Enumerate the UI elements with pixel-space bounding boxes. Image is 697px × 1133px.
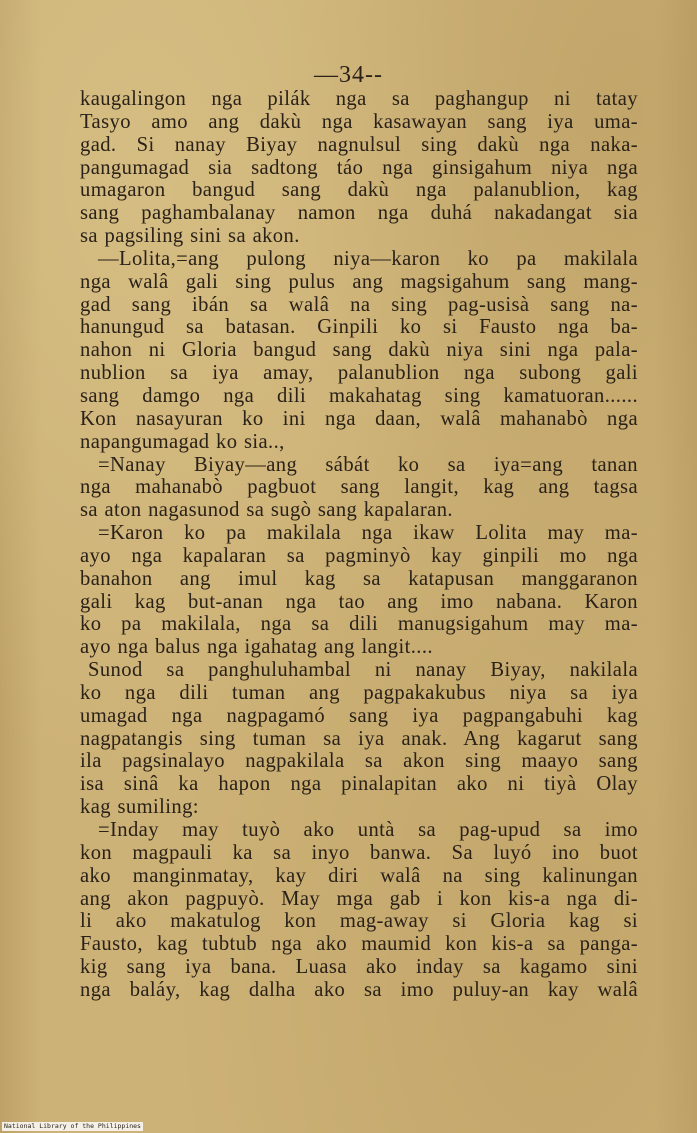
text-line: nublion sa iya amay, palanublion nga subong gali (80, 362, 638, 385)
text-line: pangumagad sia sadtong táo nga ginsigahum niya nga (80, 156, 638, 179)
text-line: gad sang ibán sa walâ na sing pag-usisà sang na- (80, 293, 638, 316)
text-line: sang damgo nga dili makahatag sing kamatuoran...... (80, 384, 638, 407)
text-line: kag sumiling: (80, 796, 199, 819)
text-line: ang akon pagpuyò. May mga gab i kon kis-a nga di- (80, 887, 638, 910)
text-line: =Inday may tuyò ako untà sa pag-upud sa imo (98, 819, 638, 841)
text-line: banahon ang imul kag sa katapusan manggaranon (80, 567, 638, 590)
text-line: Tasyo amo ang dakù nga kasawayan sang iya uma- (80, 110, 638, 133)
text-line: kig sang iya bana. Luasa ako inday sa kagamo sini (80, 956, 638, 979)
text-line: umagaron bangud sang dakù nga palanublion, kag (80, 179, 638, 202)
text-line: nga mahanabò pagbuot sang langit, kag ang tagsa (80, 476, 638, 499)
text-line: ko nga dili tuman ang pagpakakubus niya sa iya (80, 681, 638, 704)
body-text (80, 88, 638, 1002)
text-line: sa aton nagasunod sa sugò sang kapalaran. (80, 499, 453, 522)
text-line: li ako makatulog kon mag-away si Gloria kag si (80, 910, 638, 933)
text-line: gali kag but-anan nga tao ang imo nabana. Karon (80, 590, 638, 613)
text-line: nga walâ gali sing pulus ang magsigahum sang mang- (80, 270, 638, 293)
text-line: sang paghambalanay namon nga duhá nakadangat sia (80, 202, 638, 225)
text-line: ako manginmatay, kay diri walâ na sing kalinungan (80, 864, 638, 887)
page-number: —34-- (314, 62, 383, 88)
text-line: —Lolita,=ang pulong niya—karon ko pa makilala (98, 247, 638, 270)
text-line: Fausto, kag tubtub nga ako maumid kon kis-a sa panga- (80, 933, 638, 956)
text-line: ko pa makilala, nga sa dili manugsigahum may ma- (80, 613, 638, 636)
text-line: ayo nga kapalaran sa pagminyò kay ginpili mo nga (80, 544, 638, 567)
text-line: Sunod sa panghuluhambal ni nanay Biyay, nakilala (88, 659, 638, 682)
text-line: =Karon ko pa makilala nga ikaw Lolita may ma- (98, 522, 638, 545)
text-line: hanungud sa batasan. Ginpili ko si Fausto nga ba- (80, 316, 638, 339)
text-line: gad. Si nanay Biyay nagnulsul sing dakù nga naka- (80, 133, 638, 156)
text-line: napangumagad ko sia.., (80, 430, 285, 453)
text-line: kon magpauli ka sa inyo banwa. Sa luyó ino buot (80, 841, 638, 864)
text-line: nahon ni Gloria bangud sang dakù niya sini nga pala- (80, 339, 638, 362)
text-line: nagpatangis sing tuman sa iya anak. Ang kagarut sang (80, 727, 638, 750)
text-line: ila pagsinalayo nagpakilala sa akon sing maayo sang (80, 750, 638, 773)
text-line: =Nanay Biyay—ang sábát ko sa iya=ang tanan (98, 453, 638, 476)
text-line: umagad nga nagpagamó sang iya pagpangabuhi kag (80, 704, 638, 727)
text-line: nga baláy, kag dalha ako sa imo puluy-an kay walâ (80, 978, 638, 1001)
text-line: isa sinâ ka hapon nga pinalapitan ako ni tiyà Olay (80, 773, 638, 796)
library-credit: National Library of the Philippines (4, 1122, 141, 1130)
text-line: sa pagsiling sini sa akon. (80, 225, 300, 248)
text-line: kaugalingon nga pilák nga sa paghangup ni tatay (80, 88, 638, 110)
text-line: ayo nga balus nga igahatag ang langit.... (80, 636, 433, 659)
text-line: Kon nasayuran ko ini nga daan, walâ mahanabò nga (80, 407, 638, 430)
